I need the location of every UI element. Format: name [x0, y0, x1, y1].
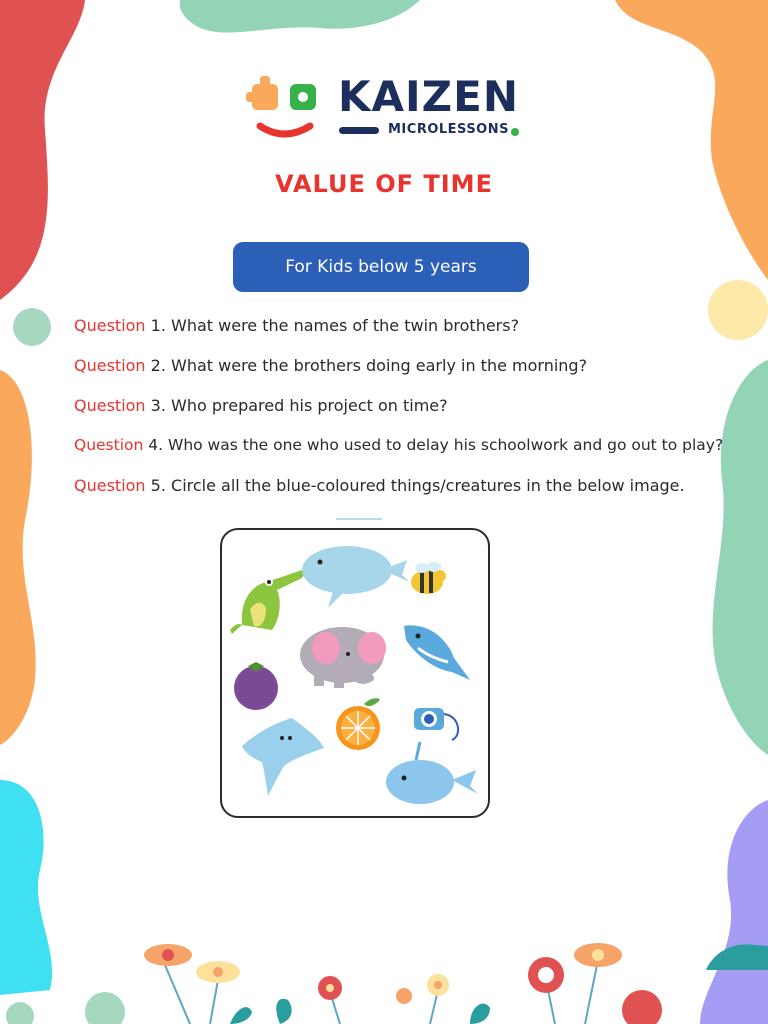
orange-slice-icon: [336, 698, 380, 750]
audience-badge: [233, 242, 529, 292]
question-text: Circle all the blue-coloured things/creatures in the below image.: [171, 476, 685, 495]
question-label: Question: [74, 436, 144, 454]
question-item: [74, 356, 734, 382]
narwhal-icon: [386, 742, 478, 804]
question-item: [74, 436, 734, 462]
question-number: 5.: [150, 476, 166, 495]
question-item: [74, 476, 734, 502]
question-text: Who prepared his project on time?: [171, 396, 448, 415]
elephant-icon: [300, 627, 386, 688]
question-number: 1.: [150, 316, 166, 335]
bee-icon: [411, 562, 446, 594]
brand-name: KAIZEN: [338, 72, 519, 121]
logo-mark-icon: [246, 76, 326, 144]
brand-subtitle: MICROLESSONS: [388, 122, 509, 137]
question-label: Question: [74, 356, 146, 375]
camera-icon: [414, 708, 458, 740]
activity-image: [220, 528, 490, 818]
question-text: What were the names of the twin brothers?: [171, 316, 520, 335]
question-label: Question: [74, 316, 146, 335]
audience-label: For Kids below 5 years: [285, 257, 477, 277]
divider: [336, 518, 382, 520]
shark-icon: [404, 625, 470, 680]
question-number: 2.: [150, 356, 166, 375]
brand-dot: [511, 128, 519, 136]
question-number: 3.: [150, 396, 166, 415]
brand-underline: [339, 127, 379, 134]
crocodile-icon: [230, 570, 304, 634]
stingray-icon: [242, 718, 324, 796]
page-title: VALUE OF TIME: [275, 170, 493, 198]
question-item: [74, 316, 734, 342]
question-label: Question: [74, 396, 146, 415]
question-number: 4.: [148, 436, 164, 454]
flower-decoration-left: [144, 944, 292, 1024]
question-label: Question: [74, 476, 146, 495]
question-item: [74, 396, 734, 422]
question-text: What were the brothers doing early in the morning?: [171, 356, 588, 375]
flower-decoration-right: [528, 943, 622, 1024]
beluga-whale-icon: [302, 546, 410, 608]
mangosteen-icon: [234, 662, 278, 710]
question-list: [74, 316, 734, 516]
flower-decoration-center: [318, 974, 490, 1024]
brand-logo: [246, 72, 526, 144]
question-text: Who was the one who used to delay his schoolwork and go out to play?: [168, 436, 724, 454]
